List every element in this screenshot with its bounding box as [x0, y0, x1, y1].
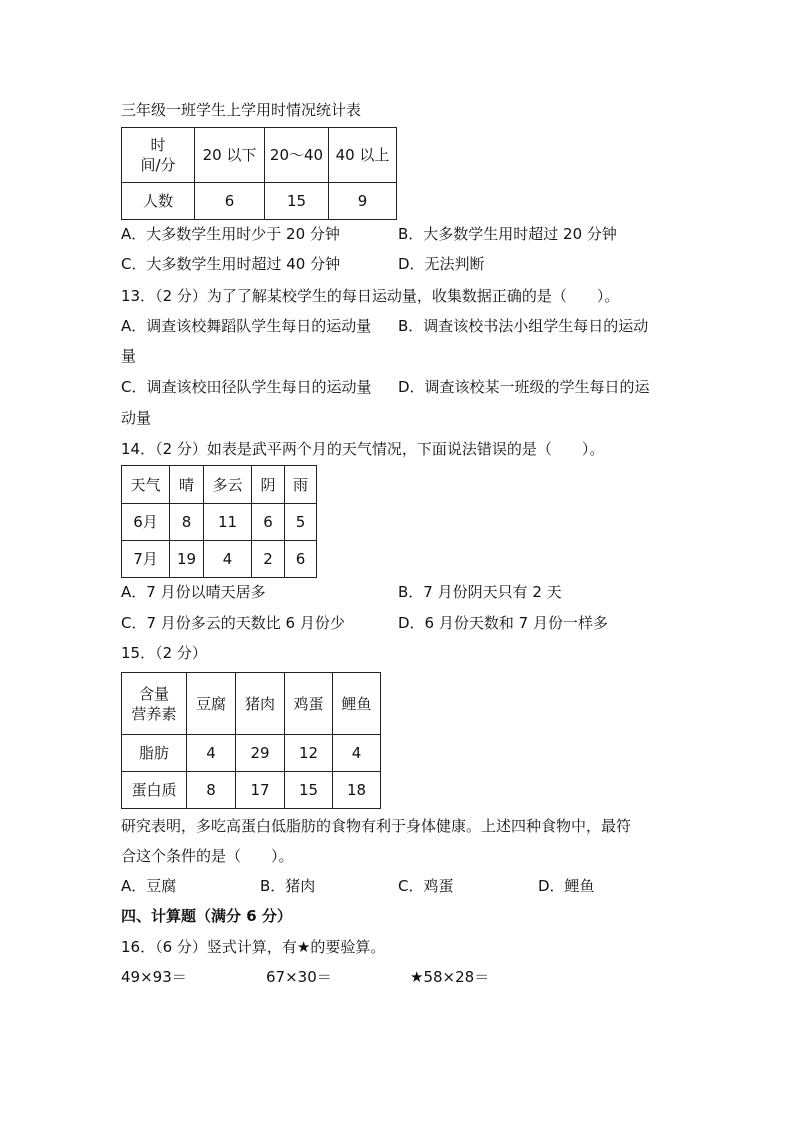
q12-header-cell: [122, 128, 195, 183]
q14-option-a: A．7 月份以晴天居多: [121, 583, 266, 601]
q14-cell: 19: [170, 541, 204, 578]
q16-problem-2: 67×30＝: [266, 968, 332, 986]
q14-header-cell: 多云: [204, 466, 252, 504]
q15-header-cell: 豆腐: [187, 673, 236, 735]
q16-stem: 16．（6 分）竖式计算，有★的要验算。: [121, 938, 386, 956]
q15-header-cell: 鸡蛋: [285, 673, 333, 735]
q14-option-d: D．6 月份天数和 7 月份一样多: [398, 614, 608, 632]
q14-header-cell: 雨: [285, 466, 317, 504]
q12-cell: 6: [195, 183, 265, 220]
q12-table-caption: 三年级一班学生上学用时情况统计表: [121, 101, 362, 119]
q14-header-cell: 天气: [122, 466, 170, 504]
q12-header-line: 间/分: [140, 156, 176, 174]
q15-option-b: B．猪肉: [260, 877, 316, 895]
q15-option-c: C．鸡蛋: [398, 877, 454, 895]
q14-option-b: B．7 月份阴天只有 2 天: [398, 583, 562, 601]
q13-option-c: C．调查该校田径队学生每日的运动量: [121, 378, 372, 396]
q12-option-a: A．大多数学生用时少于 20 分钟: [121, 225, 340, 243]
q13-option-b-cont: 量: [121, 347, 137, 365]
q15-cell: 8: [187, 772, 236, 809]
q12-header-cell: 20 以下: [195, 128, 265, 183]
q15-table: [121, 672, 381, 809]
q15-corner-top: 含量: [138, 684, 169, 703]
q12-table: [121, 127, 397, 220]
q15-text-line1: 研究表明，多吃高蛋白低脂肪的食物有利于身体健康。上述四种食物中，最符: [121, 817, 632, 835]
q15-corner-cell: [122, 673, 187, 735]
q15-text-line2: 合这个条件的是（ ）。: [121, 847, 294, 865]
q16-problem-1: 49×93＝: [121, 968, 187, 986]
q14-option-c: C．7 月份多云的天数比 6 月份少: [121, 614, 345, 632]
q15-cell: 4: [333, 735, 381, 772]
q15-option-a: A．豆腐: [121, 877, 177, 895]
q12-header-cell: 20～40: [265, 128, 329, 183]
q13-option-a: A．调查该校舞蹈队学生每日的运动量: [121, 317, 372, 335]
q15-corner-bottom: 营养素: [131, 704, 177, 723]
q15-cell: 29: [236, 735, 285, 772]
q13-option-d-cont: 动量: [121, 409, 152, 427]
q14-cell: 6: [285, 541, 317, 578]
q15-header-cell: 猪肉: [236, 673, 285, 735]
q15-option-d: D．鲤鱼: [538, 877, 595, 895]
q15-cell: 12: [285, 735, 333, 772]
q14-cell: 5: [285, 504, 317, 541]
q13-option-d: D．调查该校某一班级的学生每日的运: [398, 378, 650, 396]
q14-cell: 8: [170, 504, 204, 541]
q14-row-label: 6月: [122, 504, 170, 541]
q12-option-b: B．大多数学生用时超过 20 分钟: [398, 225, 617, 243]
q15-cell: 18: [333, 772, 381, 809]
q14-cell: 6: [252, 504, 285, 541]
q15-stem: 15．（2 分）: [121, 644, 207, 662]
q15-cell: 15: [285, 772, 333, 809]
q15-row-label: 蛋白质: [122, 772, 187, 809]
section-title: 四、计算题（满分 6 分）: [121, 907, 292, 925]
q16-problem-3: ★58×28＝: [410, 968, 490, 986]
q14-header-cell: 晴: [170, 466, 204, 504]
q15-row-label: 脂肪: [122, 735, 187, 772]
q14-stem: 14．（2 分）如表是武平两个月的天气情况，下面说法错误的是（ ）。: [121, 440, 605, 458]
q14-cell: 2: [252, 541, 285, 578]
q13-stem: 13．（2 分）为了了解某校学生的每日运动量，收集数据正确的是（ ）。: [121, 287, 620, 305]
q12-row-label: 人数: [122, 183, 195, 220]
q12-cell: 15: [265, 183, 329, 220]
q15-header-cell: 鲤鱼: [333, 673, 381, 735]
q14-cell: 4: [204, 541, 252, 578]
q14-cell: 11: [204, 504, 252, 541]
q12-option-d: D．无法判断: [398, 255, 485, 273]
q13-option-b: B．调查该校书法小组学生每日的运动: [398, 317, 649, 335]
q12-header-cell: 40 以上: [329, 128, 397, 183]
q15-cell: 17: [236, 772, 285, 809]
q14-header-cell: 阴: [252, 466, 285, 504]
q12-header-line: 时: [150, 136, 166, 154]
q12-option-c: C．大多数学生用时超过 40 分钟: [121, 255, 341, 273]
q12-cell: 9: [329, 183, 397, 220]
q14-table: [121, 465, 317, 578]
q14-row-label: 7月: [122, 541, 170, 578]
q15-cell: 4: [187, 735, 236, 772]
